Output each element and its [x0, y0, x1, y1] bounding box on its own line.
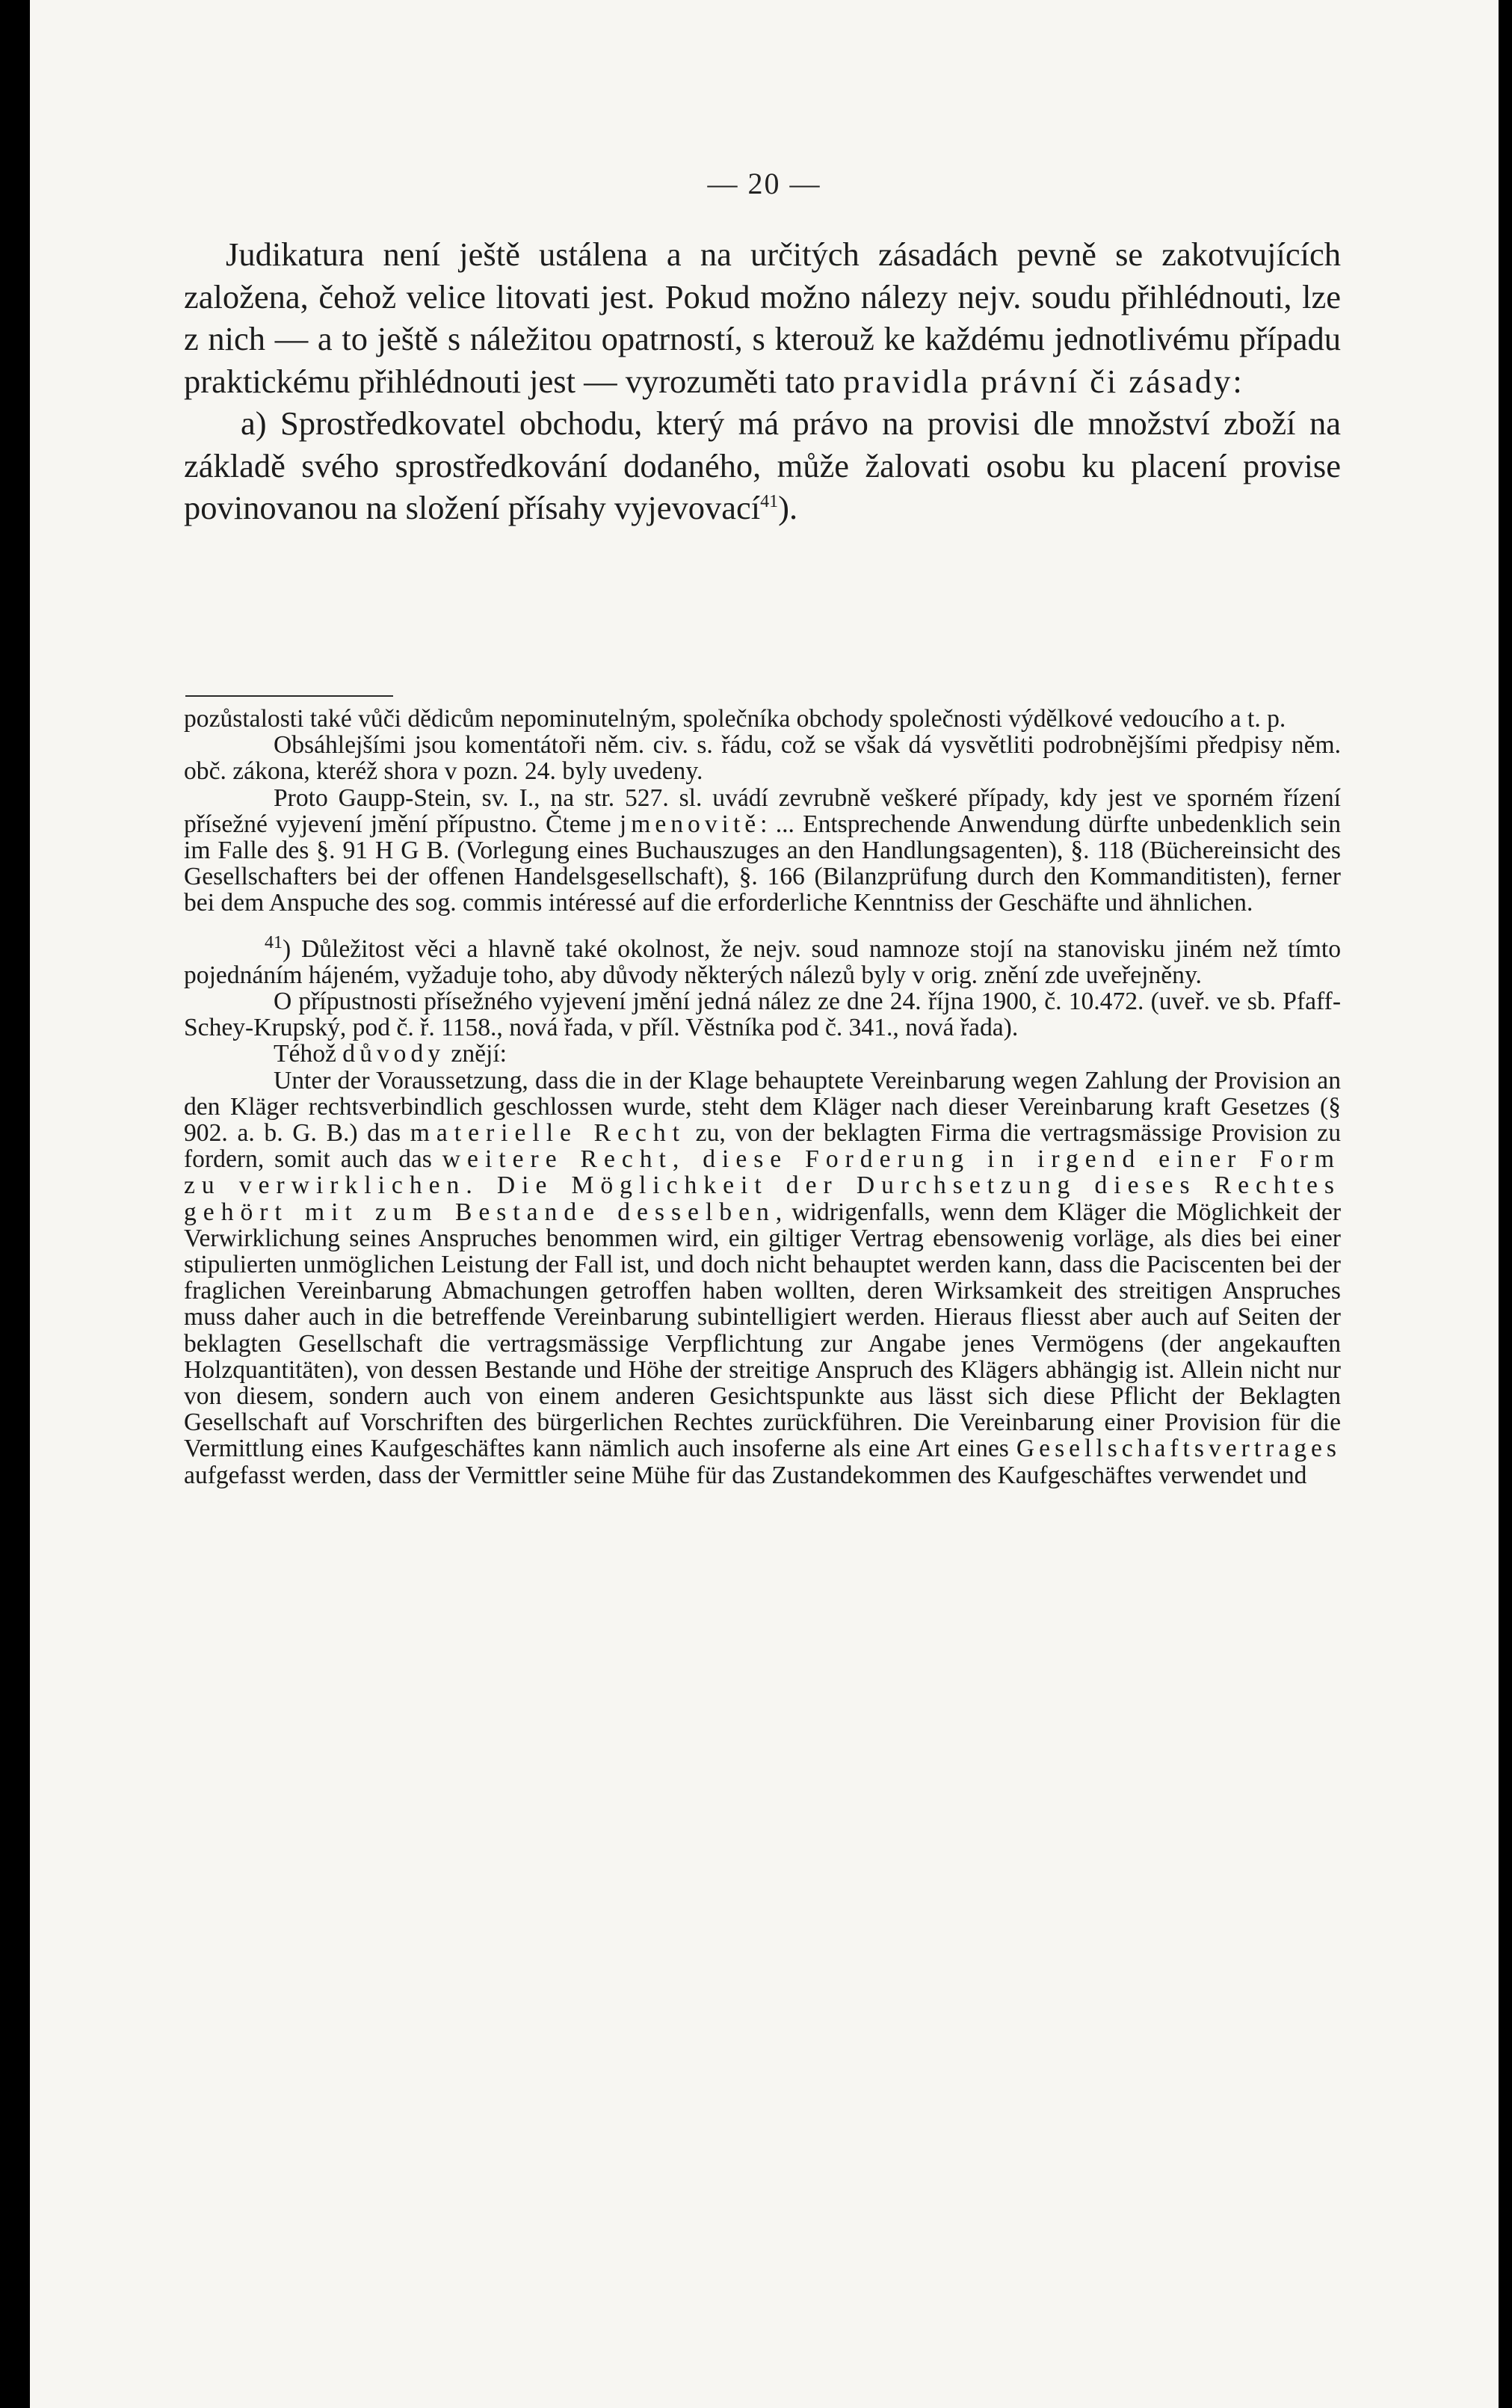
paragraph-a-intermediary: [184, 402, 1341, 529]
quote-part-3: , widrigenfalls, wenn dem Kläger die Möglichkeit der Verwirklichung seines Anspruches benommen wird, ein giltiger Vertrag ebensowenig vorläge, als dies bei einer stipulierten unmöglichen Leistung der Fall ist, und doch nicht behauptet werden kann, dass die Paciscenten bei der fraglichen Vereinbarung Abmachungen getroffen haben wollten, deren Wirksamkeit des streitigen Anspruches muss daher auch in die betreffende Vereinbarung subintelligiert werden. Hieraus fliesst aber auch auf Seiten der beklagten Gesellschaft die vertragsmässige Verpflichtung zur Angabe jenes Vermögens (der angekauften Holzquantitäten), von dessen Bestande und Höhe der streitige Anspruch des Klägers abhängig ist. Allein nicht nur von diesem, sondern auch von einem anderen Gesichtspunkte aus lässt sich diese Pflicht der Beklagten Gesellschaft auf Vorschriften des bürgerlichen Rechtes zurückführen. Die Vereinbarung einer Provision für die Vermittlung eines Kaufgeschäftes kann nämlich auch insoferne als eine Art eines: [184, 1198, 1341, 1463]
paragraph-jurisprudence-spaced: pravidla právní či zásady:: [843, 362, 1244, 400]
footnote-41-mark: 41: [265, 932, 283, 952]
quote-spaced-2: weitere Recht, diese Forderung in irgend einer Form zu verwirklichen. Die Möglichkeit der Durchsetzung dieses Rechtes gehört mit zum Bestande desselben: [184, 1145, 1341, 1226]
quote-part-1: Unter der Voraussetzung, dass die in der Klage behauptete Vereinbarung wegen Zahlung der Provision an den Kläger rechtsverbindlich geschlossen wurde, steht dem Kläger nach dieser Vereinbarung kraft Gesetzes (§ 902. a. b. G. B.) das: [184, 1066, 1341, 1148]
footnote-gaupp-stein-quote: : ... Entsprechende Anwendung dürfte unbedenklich sein im Falle des §. 91 H G B. (Vorlegung eines Buchauszuges an den Handlungsagenten), §. 118 (Büchereinsicht des Gesellschafters bei der offenen Handelsgesellschaft), §. 166 (Bilanzprüfung durch den Kommanditisten), ferner bei dem Anspuche des sog. commis intéressé auf die erforderliche Kenntniss der Geschäfte und ähnlichen.: [184, 810, 1342, 917]
footnote-41-ruling: O přípustnosti přísežného vyjevení jmění jedná nález ze dne 24. října 1900, č. 10.472. (uveř. ve sb. Pfaff-Schey-Krupský, pod č. ř. 1158., nová řada, v příl. Věstníka pod č. 341., nová řada).: [184, 988, 1341, 1042]
footnote-continued: pozůstalosti také vůči dědicům nepominutelným, společníka obchody společnosti výdělkové vedoucího a t. p.: [184, 705, 1286, 733]
footnotes: [184, 706, 1341, 1488]
main-text: [184, 233, 1341, 529]
quote-part-4: aufgefasst werden, dass der Vermittler seine Mühe für das Zustandekommen des Kaufgeschäftes verwendet und: [184, 1461, 1307, 1489]
paragraph-jurisprudence: [184, 233, 1341, 402]
quote-spaced-3: Gesellschaftsvertrages: [1016, 1435, 1341, 1463]
quote-spaced-1: materielle Recht: [410, 1119, 686, 1148]
quote-part-2: zu, von der beklagten Firma die vertragsmässige Provision zu fordern, somit auch das: [184, 1119, 1341, 1174]
reasons-intro-c: znějí:: [445, 1040, 507, 1068]
footnote-41-text: ) Důležitost věci a hlavně také okolnost, že nejv. soud namnoze stojí na stanovisku jiném než tímto pojednáním hájeném, vyžaduje toho, aby důvody některých nálezů byly v orig. znění zde uveřejněny.: [184, 934, 1341, 989]
footnote-commentators: Obsáhlejšími jsou komentátoři něm. civ. s. řádu, což se však dá vysvětliti podrobnějšími předpisy něm. obč. zákona, kteréž shora v pozn. 24. byly uvedeny.: [184, 731, 1341, 786]
footnote-41-reasons-intro: [184, 1041, 1341, 1067]
reasons-intro-spaced: důvody: [342, 1040, 445, 1068]
page-number: — 20 —: [707, 167, 821, 200]
paragraph-a-text: a) Sprostředkovatel obchodu, který má právo na provisi dle množství zboží na základě svého sprostředkování dodaného, může žalovati osobu ku placení provise povinovanou na složení přísahy vyjevovací: [184, 404, 1341, 526]
footnote-gaupp-stein-spaced: jmenovitě: [619, 810, 761, 838]
footnote-divider: [185, 695, 393, 697]
footnote-ref-41: 41: [760, 492, 779, 512]
reasons-intro-a: Téhož: [274, 1040, 343, 1068]
footnote-41: [184, 932, 1341, 989]
paragraph-a-end: ).: [778, 489, 798, 526]
footnote-gaupp-stein-text: Proto Gaupp-Stein, sv. I., na str. 527. sl. uvádí zevrubně veškeré případy, kdy jest ve sporném řízení přísežné vyjevení jmění přípustno. Čteme: [184, 783, 1341, 838]
footnote-gaupp-stein: [184, 785, 1341, 917]
footnote-41-german-quote: [184, 1068, 1341, 1488]
paragraph-jurisprudence-text: Judikatura není ještě ustálena a na určitých zásadách pevně se zakotvujících založena, čehož velice litovati jest. Pokud možno nálezy nejv. soudu přihlédnouti, lze z nich — a to ještě s náležitou opatrností, s kterouž ke každému jednotlivému případu praktickému přihlédnouti jest — vyrozuměti tato: [184, 235, 1341, 400]
document-page: [30, 0, 1499, 2408]
